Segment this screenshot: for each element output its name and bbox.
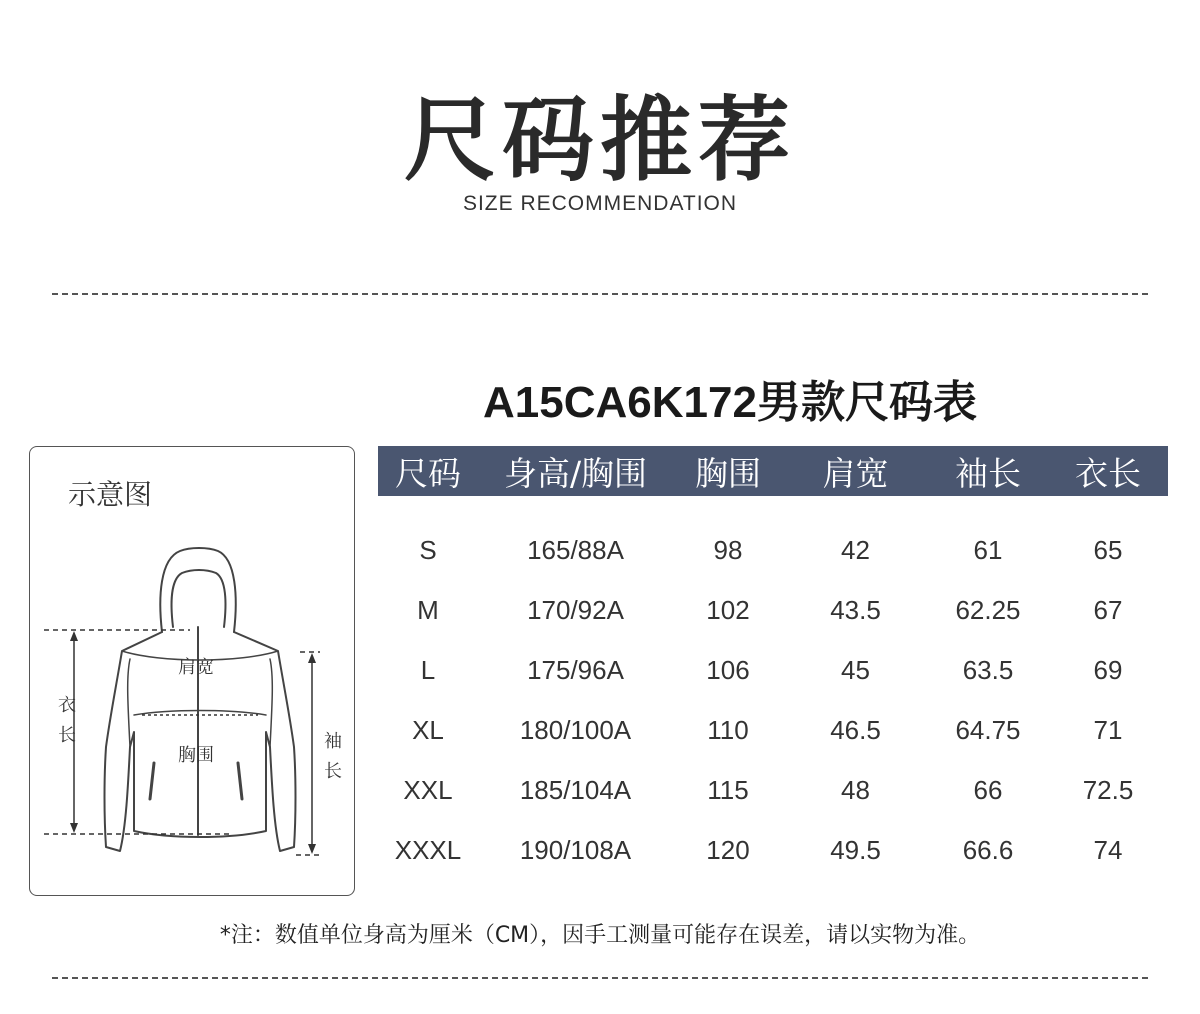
size-table [378,446,1168,880]
jacket-illustration [30,447,356,897]
cell-shoulder: 42 [841,534,870,565]
cell-chest: 110 [707,714,749,745]
divider-bottom [52,977,1148,979]
header-size: 尺码 [395,453,461,493]
cell-sleeve: 63.5 [962,654,1014,685]
header-shoulder: 肩宽 [822,453,889,493]
size-chart-title: A15CA6K172男款尺码表 [483,378,977,427]
cell-size: XL [412,714,444,745]
cell-shoulder: 46.5 [830,714,881,745]
cell-size: XXXL [394,834,462,865]
measurement-note: *注：数值单位身高为厘米（CM），因手工测量可能存在误差，请以实物为准。 [219,923,981,948]
cell-length: 67 [1093,594,1123,625]
cell-size: L [420,654,436,685]
page-subtitle: SIZE RECOMMENDATION [462,192,738,215]
length-label-2: 长 [58,725,76,746]
length-label-1: 衣 [58,695,76,716]
cell-height-chest: 165/88A [527,534,624,565]
header-chest: 胸围 [695,453,761,493]
cell-length: 65 [1093,534,1123,565]
diagram-label: 示意图 [68,478,153,511]
cell-height-chest: 170/92A [527,594,624,625]
table-row [378,640,1168,700]
cell-sleeve: 62.25 [955,594,1021,625]
page-title: 尺码推荐 [403,87,796,194]
cell-height-chest: 190/108A [519,834,632,865]
header-length: 衣长 [1075,453,1141,493]
cell-shoulder: 45 [841,654,870,685]
table-row [378,760,1168,820]
cell-height-chest: 185/104A [519,774,632,805]
cell-size: S [419,534,437,565]
shoulder-label: 肩宽 [178,657,214,678]
cell-length: 69 [1093,654,1123,685]
cell-chest: 102 [706,594,750,625]
cell-sleeve: 66.6 [962,834,1014,865]
cell-sleeve: 64.75 [955,714,1021,745]
divider-top [52,293,1148,295]
cell-chest: 120 [706,834,750,865]
cell-sleeve: 61 [973,534,1003,565]
cell-shoulder: 43.5 [830,594,881,625]
table-header [378,446,1168,496]
header-height-chest: 身高/胸围 [503,453,648,493]
sleeve-label-2: 长 [324,761,342,782]
chest-label: 胸围 [178,745,214,766]
cell-size: M [417,594,439,625]
cell-chest: 106 [706,654,750,685]
cell-length: 72.5 [1082,774,1134,805]
sleeve-label-1: 袖 [324,731,342,752]
cell-height-chest: 175/96A [527,654,624,685]
cell-size: XXL [403,774,453,805]
table-row [378,520,1168,580]
cell-chest: 98 [713,534,743,565]
table-row [378,580,1168,640]
table-body [378,520,1168,880]
header-sleeve: 袖长 [955,453,1021,493]
cell-chest: 115 [707,774,749,805]
cell-length: 74 [1093,834,1123,865]
table-row [378,700,1168,760]
cell-shoulder: 49.5 [830,834,881,865]
cell-height-chest: 180/100A [519,714,632,745]
cell-shoulder: 48 [841,774,870,805]
table-row [378,820,1168,880]
cell-sleeve: 66 [973,774,1003,805]
jacket-diagram-panel [29,446,355,896]
cell-length: 71 [1093,714,1123,745]
